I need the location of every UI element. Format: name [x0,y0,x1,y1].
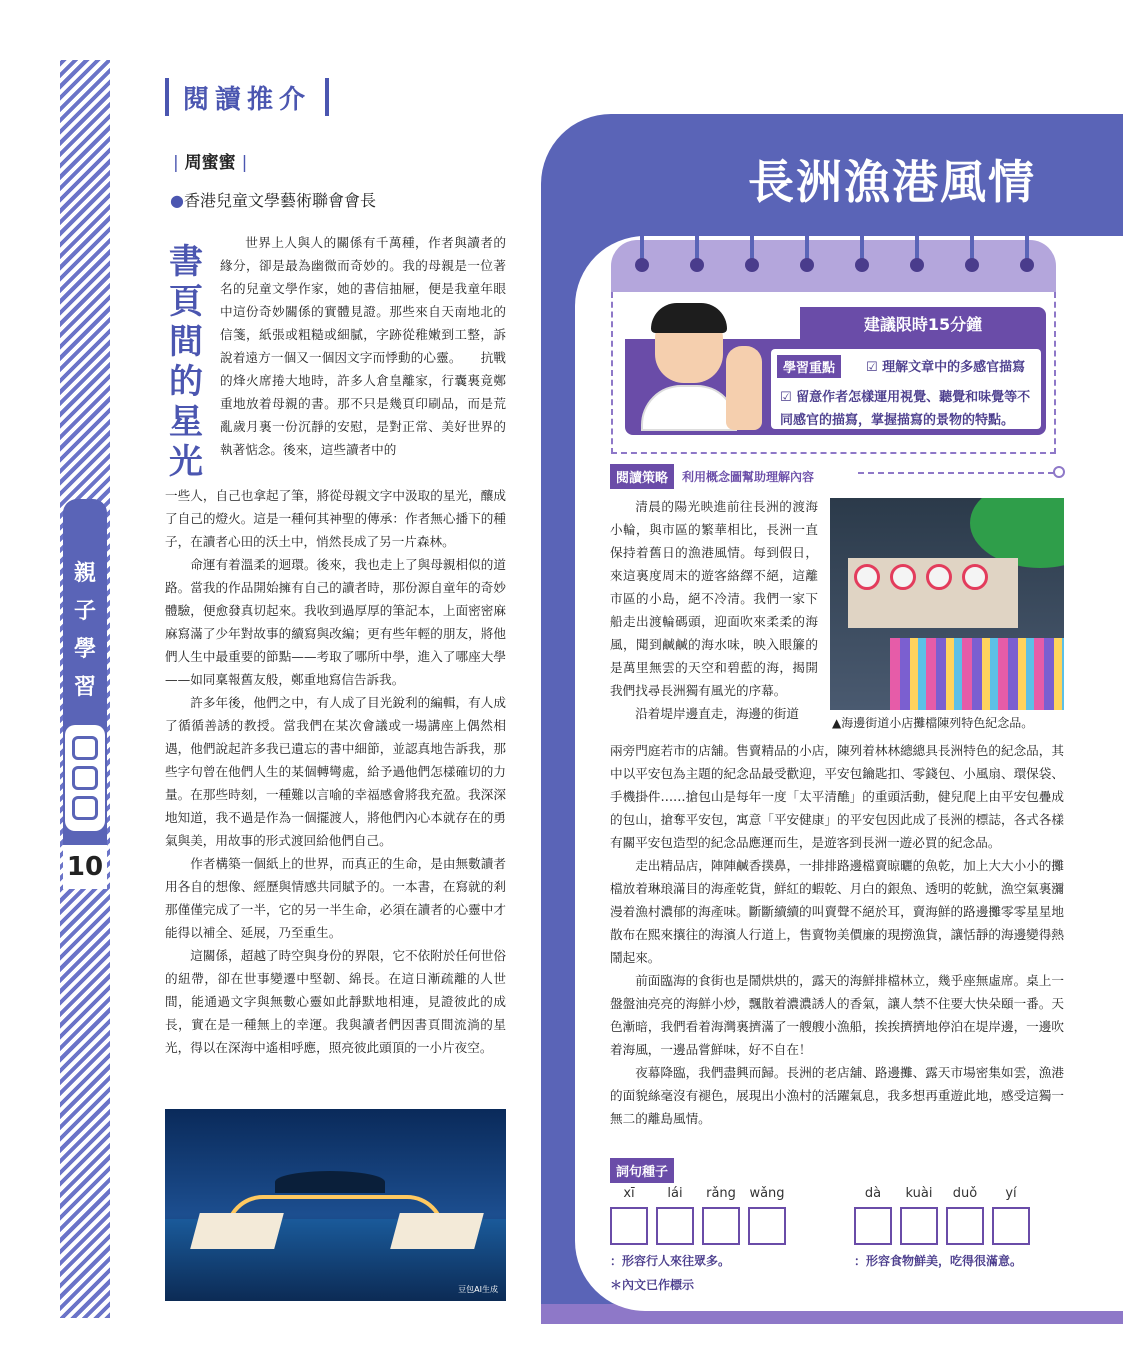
calendar-ring [1020,222,1034,278]
pinyin: yí [1005,1186,1017,1201]
focus-tag: 學習重點 [776,354,842,379]
word-seed-tag: 詞句種子 [610,1158,674,1183]
answer-box[interactable] [946,1207,984,1245]
article-paragraph: 這關係，超越了時空與身份的界限，它不依附於任何世俗的紐帶，卻在世事變遷中堅韌、綿長。在這日漸疏離的人世間，能通過文字與無數心靈如此靜默地相連，見證彼此的成長，實在是一種無上的幸運。我與讀者們因書頁間流淌的星光，得以在深海中遙相呼應，照亮彼此頭頂的一小片夜空。 [165,948,506,1055]
hint-right: ：形容食物鮮美，吃得很滿意。 [854,1254,1023,1268]
calendar-ring [690,222,704,278]
reading-strategy [610,464,814,489]
pointing-hand-icon [726,346,762,430]
section-title-text: 閱讀推介 [183,84,312,115]
calendar-ring [910,222,924,278]
time-limit-connector [760,322,800,324]
reading-body [610,739,1064,1130]
reading-paragraph-lead: 沿着堤岸邊直走，海邊的街道 [635,706,799,721]
article-wrap-text: 世界上人與人的關係有千萬種，作者與讀者的緣分，卻是最為幽微而奇妙的。我的母親是一位著名的兒童文學作家，她的書信抽屜，便是我童年眼中這份奇妙關係的實體見證。那些來自天南地北的信箋，紙張或粗糙或細膩，字跡從稚嫩到工整，訴說着遠方一個又一個因文字而悸動的心靈。 抗戰的烽火席捲大地時，許多人倉皇離家，行囊裏竟鄭重地放着母親的書。那不只是幾頁印刷品，而是荒亂歲月裏一份沉靜的安慰，是對正常、美好世界的執著惦念。後來，這些讀者中的 [220,235,506,457]
calendar-ring [800,222,814,278]
strategy-tag: 閱讀策略 [610,464,674,489]
reading-wrap-text: 清晨的陽光映進前往長洲的渡海小輪，與市區的繁華相比，長洲一直保持着舊日的漁港風情。每到假日，來這裏度周末的遊客絡繹不絕，這離市區的小島，絕不冷清。我們一家下船走出渡輪碼頭，迎面吹來柔柔的海風，聞到鹹鹹的海水味，映入眼簾的是萬里無雲的天空和碧藍的海，揭開我們找尋長洲獨有風光的序幕。 [610,499,818,698]
pinyin: kuài [905,1186,933,1201]
goal-1: ☑ 理解文章中的多感官描寫 [866,360,1026,375]
article-paragraph: 許多年後，他們之中，有人成了目光銳利的編輯，有人成了循循善誘的教授。當我們在某次會議或一場講座上偶然相遇，他們說起許多我已遺忘的書中細節，並認真地告訴我，那些字句曾在他們人生的某個轉彎處，給予過他們怎樣確切的力量。在那些時刻，一種難以言喻的幸福感會將我充盈。我深深地知道，我不過是作為一個擺渡人，將他們內心本就存在的勇氣與美，用故事的形式渡回給他們自己。 [165,695,506,848]
strategy-text: 利用概念圖幫助理解內容 [682,470,815,484]
time-limit: 建議限時15分鐘 [800,307,1046,339]
reading-paragraph: 前面臨海的食街也是鬧烘烘的，露天的海鮮排檔林立，幾乎座無虛席。桌上一盤盤油亮亮的海鮮小炒，飄散着濃濃誘人的香氣，讓人禁不住要大快朵頤一番。天色漸暗，我們看着海灣裏擠滿了一艘艘小漁船，挨挨擠擠地停泊在堤岸邊，一邊吹着海風，一邊品嘗鮮味，好不自在！ [610,973,1064,1057]
calendar-ring [965,222,979,278]
article-intro [220,231,506,461]
reading-paragraph: 夜幕降臨，我們盡興而歸。長洲的老店舖、路邊攤、露天市場密集如雲，漁港的面貌絲毫沒有褪色，展現出小漁村的活躍氣息，我多想再重遊此地，感受這獨一無二的離島風情。 [610,1065,1064,1126]
page-number: 10 [63,845,107,889]
pinyin: duǒ [952,1186,978,1201]
strategy-divider-dot [1053,466,1065,478]
article-paragraph: 作者構築一個紙上的世界，而真正的生命，是由無數讀者用各自的想像、經歷與情感共同賦予的。一本書，在寫就的剎那僅僅完成了一半，它的另一半生命，必須在讀者的心靈中才能得以補全、延展，乃至重生。 [165,856,506,940]
reading-paragraph: 兩旁門庭若市的店舖。售賣精品的小店，陳列着林林總總具長洲特色的紀念品，其中以平安包為主題的紀念品最受歡迎，平安包鑰匙扣、零錢包、小風扇、環保袋、手機掛件……搶包山是每年一度「太平清醮」的重頭活動，健兒爬上由平安包疊成的包山，搶奪平安包，寓意「平安健康」的平安包因此成了長洲的標誌，各式各樣有關平安包造型的紀念品應運而生，是遊客到長洲一遊必買的紀念品。 [610,743,1064,850]
answer-boxes-left[interactable] [610,1207,794,1245]
answer-box[interactable] [702,1207,740,1245]
answer-box[interactable] [656,1207,694,1245]
night-book-illustration [165,1109,506,1301]
author: | 周蜜蜜 | [173,153,248,173]
article-title: 書頁間的星光 [169,242,203,482]
side-tab [63,499,107,889]
calendar-header [611,240,1056,292]
image-caption: 豆包AI生成 [458,1285,498,1294]
article-body [165,484,506,1059]
photo-caption: ▲海邊街道小店攤檔陳列特色紀念品。 [832,716,1034,730]
calendar-ring [635,222,649,278]
pinyin: xī [623,1186,635,1201]
answer-box[interactable] [992,1207,1030,1245]
family-learning-icon [65,725,105,831]
answer-box[interactable] [900,1207,938,1245]
article-paragraph: 命運有着溫柔的迴環。後來，我也走上了與母親相似的道路。當我的作品開始擁有自己的讀者時，那份源自童年的奇妙體驗，便愈發真切起來。我收到過厚厚的筆記本，上面密密麻麻寫滿了少年對故事的續寫與改編；更有些年輕的朋友，將他們人生中最重要的節點——考取了哪所中學，進入了哪座大學——如同稟報舊友般，鄭重地寫信告訴我。 [165,557,506,687]
reading-paragraph: 走出精品店，陣陣鹹香撲鼻，一排排路邊檔賣晾曬的魚乾，加上大大小小的攤檔放着琳琅滿目的海產乾貨，鮮紅的蝦乾、月白的銀魚、透明的乾魷，漁空氣裏瀰漫着漁村濃郁的海產味。斷斷續續的叫賣聲不絕於耳，賣海鮮的路邊攤零零星星地散布在熙來攘往的海濱人行道上，售賣物美價廉的現撈漁貨，讓恬靜的海邊變得熱鬧起來。 [610,858,1064,965]
answer-box[interactable] [610,1207,648,1245]
pinyin-left [606,1186,790,1201]
answer-box[interactable] [854,1207,892,1245]
note: ＊內文已作標示 [610,1278,695,1292]
pinyin: lái [667,1186,683,1201]
market-stall-photo [830,498,1064,710]
answer-boxes-right[interactable] [854,1207,1038,1245]
reading-title: 長洲漁港風情 [748,155,1036,209]
author-name: 周蜜蜜 [184,153,236,173]
section-title [165,78,329,116]
author-role: ●香港兒童文學藝術聯會會長 [170,191,376,210]
strategy-divider [858,472,1054,474]
article-paragraph: 一些人，自己也拿起了筆，將從母親文字中汲取的星光，釀成了自己的燈火。這是一種何其神聖的傳承：作者無心播下的種子，在讀者心田的沃土中，悄然長成了另一片森林。 [165,488,506,549]
answer-box[interactable] [748,1207,786,1245]
teacher-avatar [641,303,737,431]
pinyin: dà [864,1186,882,1201]
hint-left: ：形容行人來往眾多。 [610,1254,731,1268]
reading-intro [610,495,818,725]
side-tab-label: 親子學習 [73,561,96,700]
calendar-ring [745,222,759,278]
pinyin: wǎng [749,1186,785,1201]
goal-2: ☑ 留意作者怎樣運用視覺、聽覺和味覺等不同感官的描寫，掌握描寫的景物的特點。 [780,390,1031,428]
author-role-text: 香港兒童文學藝術聯會會長 [183,191,376,210]
pinyin: rǎng [706,1186,736,1201]
calendar-ring [855,222,869,278]
pinyin-right [850,1186,1034,1201]
